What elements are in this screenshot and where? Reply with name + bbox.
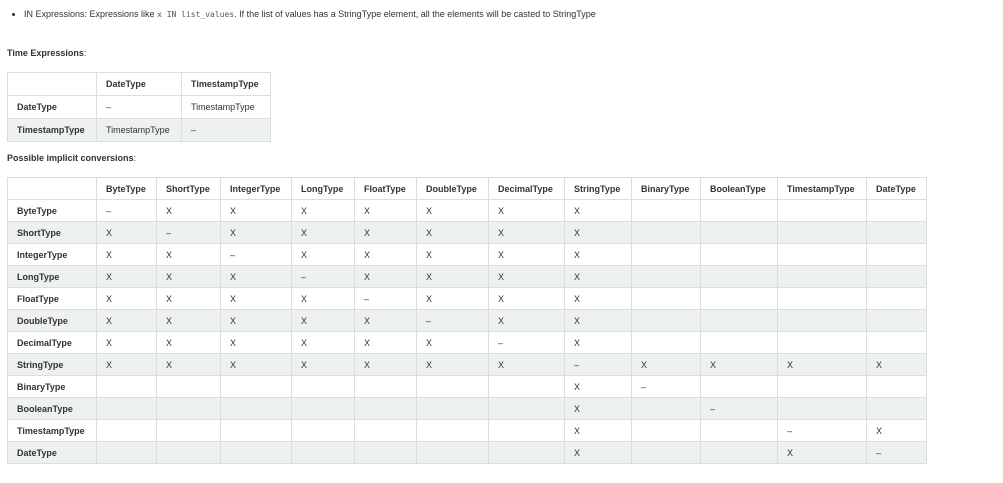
row-header: ByteType xyxy=(8,200,97,222)
table-cell: X xyxy=(565,200,632,222)
table-cell: X xyxy=(417,288,489,310)
table-cell xyxy=(867,376,927,398)
table-cell xyxy=(97,442,157,464)
row-header: BooleanType xyxy=(8,398,97,420)
table-cell xyxy=(701,200,778,222)
table-cell: X xyxy=(221,354,292,376)
table-cell: X xyxy=(157,266,221,288)
table-cell: X xyxy=(97,288,157,310)
table-cell: X xyxy=(157,354,221,376)
column-header: DateType xyxy=(867,178,927,200)
table-cell: X xyxy=(221,332,292,354)
table-cell: – xyxy=(157,222,221,244)
table-cell xyxy=(867,398,927,420)
table-cell xyxy=(632,222,701,244)
table-cell xyxy=(292,376,355,398)
column-header: TimestampType xyxy=(182,73,271,96)
column-header xyxy=(8,178,97,200)
table-row xyxy=(8,244,927,266)
table-cell xyxy=(157,398,221,420)
table-header-row xyxy=(8,178,927,200)
row-header: IntegerType xyxy=(8,244,97,266)
table-cell: X xyxy=(489,310,565,332)
column-header: BooleanType xyxy=(701,178,778,200)
table-cell xyxy=(778,332,867,354)
inline-code: x IN list_values xyxy=(157,10,235,19)
table-cell: X xyxy=(565,398,632,420)
column-header: BinaryType xyxy=(632,178,701,200)
table-cell: X xyxy=(221,200,292,222)
column-header: LongType xyxy=(292,178,355,200)
table-cell xyxy=(417,442,489,464)
table-cell xyxy=(701,332,778,354)
table-cell: – xyxy=(489,332,565,354)
table-cell xyxy=(701,288,778,310)
table-cell: X xyxy=(417,332,489,354)
table-cell: X xyxy=(355,332,417,354)
table-cell xyxy=(157,420,221,442)
bullet-item xyxy=(24,7,600,22)
implicit-conversions-table xyxy=(7,177,927,464)
table-cell xyxy=(632,442,701,464)
table-cell xyxy=(778,398,867,420)
table-cell xyxy=(701,310,778,332)
table-row xyxy=(8,332,927,354)
column-header: DoubleType xyxy=(417,178,489,200)
table-cell: X xyxy=(565,376,632,398)
table-cell: X xyxy=(632,354,701,376)
table-cell: X xyxy=(97,354,157,376)
table-cell: – xyxy=(355,288,417,310)
table-cell xyxy=(417,420,489,442)
table-cell xyxy=(778,222,867,244)
column-header: FloatType xyxy=(355,178,417,200)
row-header: TimestampType xyxy=(8,119,97,142)
table-cell: X xyxy=(97,332,157,354)
table-cell: X xyxy=(157,310,221,332)
table-cell xyxy=(701,376,778,398)
table-cell: X xyxy=(221,288,292,310)
table-cell: X xyxy=(489,266,565,288)
bullet-suffix: . If the list of values has a StringType element, all the elements will be casted to StringType xyxy=(234,9,596,19)
table-row xyxy=(8,442,927,464)
implicit-conversions-heading xyxy=(7,153,136,163)
bullet-list xyxy=(10,7,600,22)
table-row xyxy=(8,310,927,332)
table-cell xyxy=(701,420,778,442)
table-cell: X xyxy=(157,288,221,310)
table-cell: X xyxy=(292,332,355,354)
table-row xyxy=(8,200,927,222)
table-cell xyxy=(778,244,867,266)
row-header: FloatType xyxy=(8,288,97,310)
table-cell: X xyxy=(221,266,292,288)
table-cell xyxy=(701,442,778,464)
table-cell: X xyxy=(489,244,565,266)
table-cell: – xyxy=(778,420,867,442)
table-cell xyxy=(778,288,867,310)
table-cell: X xyxy=(565,310,632,332)
table-header-row xyxy=(8,73,271,96)
table-row xyxy=(8,222,927,244)
implicit-conversions-title: Possible implicit conversions xyxy=(7,153,134,163)
table-cell: X xyxy=(565,244,632,266)
table-cell xyxy=(221,442,292,464)
table-cell xyxy=(632,266,701,288)
table-cell: X xyxy=(417,244,489,266)
table-cell: X xyxy=(97,310,157,332)
table-cell xyxy=(632,332,701,354)
table-cell xyxy=(157,376,221,398)
table-cell: X xyxy=(355,244,417,266)
table-cell: X xyxy=(489,200,565,222)
row-header: StringType xyxy=(8,354,97,376)
table-cell xyxy=(355,376,417,398)
table-cell xyxy=(221,420,292,442)
table-cell xyxy=(867,310,927,332)
table-cell xyxy=(701,222,778,244)
table-cell xyxy=(778,310,867,332)
table-cell xyxy=(417,398,489,420)
row-header: ShortType xyxy=(8,222,97,244)
table-cell xyxy=(97,420,157,442)
table-row xyxy=(8,354,927,376)
table-cell: X xyxy=(565,442,632,464)
table-cell: X xyxy=(417,200,489,222)
table-cell xyxy=(355,420,417,442)
table-cell xyxy=(221,398,292,420)
table-cell: TimestampType xyxy=(182,96,271,119)
table-cell: X xyxy=(292,310,355,332)
table-cell: X xyxy=(157,244,221,266)
column-header: DecimalType xyxy=(489,178,565,200)
table-cell xyxy=(701,266,778,288)
table-cell: X xyxy=(867,354,927,376)
table-cell: X xyxy=(157,332,221,354)
time-expressions-title: Time Expressions xyxy=(7,48,84,58)
row-header: DateType xyxy=(8,442,97,464)
table-cell: – xyxy=(632,376,701,398)
table-cell xyxy=(867,244,927,266)
table-cell: X xyxy=(867,420,927,442)
table-cell xyxy=(221,376,292,398)
bullet-prefix: IN Expressions: Expressions like xyxy=(24,9,158,19)
table-cell: X xyxy=(157,200,221,222)
table-cell xyxy=(632,200,701,222)
table-cell: X xyxy=(292,222,355,244)
implicit-conversions-colon: : xyxy=(133,153,137,163)
table-cell: – xyxy=(867,442,927,464)
table-cell: X xyxy=(489,222,565,244)
row-header: DoubleType xyxy=(8,310,97,332)
table-cell: X xyxy=(292,354,355,376)
table-cell: X xyxy=(292,200,355,222)
table-cell xyxy=(867,200,927,222)
table-cell xyxy=(632,288,701,310)
table-cell: X xyxy=(355,222,417,244)
row-header: BinaryType xyxy=(8,376,97,398)
table-cell xyxy=(97,398,157,420)
table-cell: X xyxy=(355,266,417,288)
table-cell: X xyxy=(417,222,489,244)
table-cell xyxy=(489,376,565,398)
table-cell: X xyxy=(489,288,565,310)
in-expressions-note xyxy=(10,7,600,22)
table-cell: X xyxy=(97,244,157,266)
table-cell: X xyxy=(489,354,565,376)
row-header: DecimalType xyxy=(8,332,97,354)
table-cell xyxy=(157,442,221,464)
column-header: StringType xyxy=(565,178,632,200)
row-header: TimestampType xyxy=(8,420,97,442)
time-expressions-colon: : xyxy=(83,48,87,58)
table-row xyxy=(8,420,927,442)
time-expressions-table xyxy=(7,72,271,142)
column-header xyxy=(8,73,97,96)
table-cell: X xyxy=(565,222,632,244)
column-header: DateType xyxy=(97,73,182,96)
table-cell xyxy=(778,376,867,398)
table-cell: – xyxy=(701,398,778,420)
table-row xyxy=(8,288,927,310)
row-header: DateType xyxy=(8,96,97,119)
table-row xyxy=(8,96,271,119)
column-header: ByteType xyxy=(97,178,157,200)
table-cell xyxy=(355,398,417,420)
table-cell: X xyxy=(701,354,778,376)
table-cell xyxy=(632,398,701,420)
table-cell xyxy=(417,376,489,398)
table-cell: – xyxy=(292,266,355,288)
column-header: TimestampType xyxy=(778,178,867,200)
row-header: LongType xyxy=(8,266,97,288)
table-cell xyxy=(489,398,565,420)
table-cell: – xyxy=(97,200,157,222)
table-cell: – xyxy=(417,310,489,332)
table-cell xyxy=(489,442,565,464)
table-row xyxy=(8,266,927,288)
table-cell xyxy=(489,420,565,442)
table-cell: X xyxy=(565,420,632,442)
time-expressions-heading xyxy=(7,48,86,58)
table-cell xyxy=(632,420,701,442)
table-cell: X xyxy=(221,222,292,244)
table-cell: X xyxy=(417,266,489,288)
table-cell xyxy=(867,222,927,244)
table-cell: X xyxy=(221,310,292,332)
table-cell: X xyxy=(778,442,867,464)
table-row xyxy=(8,376,927,398)
table-cell xyxy=(867,288,927,310)
table-cell xyxy=(778,200,867,222)
table-cell: X xyxy=(97,266,157,288)
table-cell: X xyxy=(355,200,417,222)
table-cell xyxy=(355,442,417,464)
table-cell: TimestampType xyxy=(97,119,182,142)
table-cell: X xyxy=(565,288,632,310)
table-cell: – xyxy=(221,244,292,266)
table-cell xyxy=(701,244,778,266)
column-header: ShortType xyxy=(157,178,221,200)
table-cell xyxy=(632,310,701,332)
table-cell xyxy=(778,266,867,288)
table-cell: X xyxy=(417,354,489,376)
column-header: IntegerType xyxy=(221,178,292,200)
table-cell xyxy=(292,442,355,464)
table-row xyxy=(8,119,271,142)
table-cell: X xyxy=(565,266,632,288)
table-cell xyxy=(292,420,355,442)
table-cell: X xyxy=(355,310,417,332)
table-cell: – xyxy=(97,96,182,119)
table-cell xyxy=(867,332,927,354)
table-cell xyxy=(867,266,927,288)
table-cell: – xyxy=(565,354,632,376)
table-cell: X xyxy=(565,332,632,354)
table-cell: X xyxy=(778,354,867,376)
table-cell xyxy=(632,244,701,266)
table-cell: X xyxy=(97,222,157,244)
table-cell xyxy=(97,376,157,398)
table-cell xyxy=(292,398,355,420)
table-cell: X xyxy=(355,354,417,376)
table-cell: X xyxy=(292,288,355,310)
table-row xyxy=(8,398,927,420)
table-cell: – xyxy=(182,119,271,142)
table-cell: X xyxy=(292,244,355,266)
